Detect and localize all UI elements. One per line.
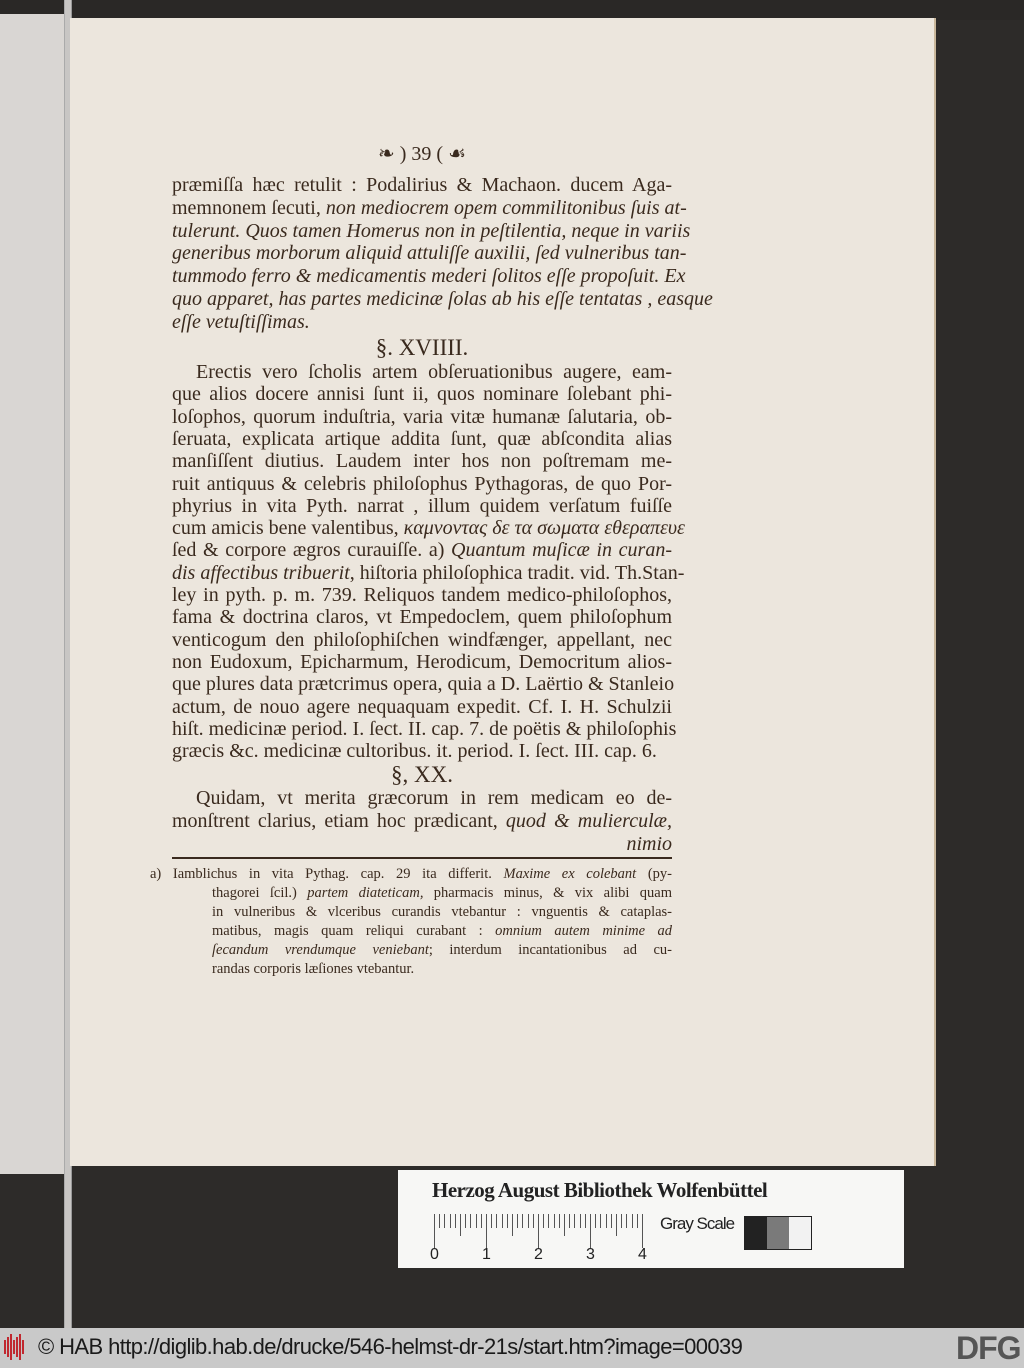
text-line bbox=[172, 629, 672, 651]
ruler-tick bbox=[444, 1214, 445, 1228]
ruler-tick bbox=[538, 1214, 539, 1248]
text-line bbox=[172, 174, 672, 196]
text: loſophos, quorum induſtria, varia vitæ humanæ ſalutaria, ob- bbox=[172, 405, 672, 428]
ruler-tick bbox=[590, 1214, 591, 1248]
ruler-tick bbox=[533, 1214, 534, 1228]
ruler-tick bbox=[580, 1214, 581, 1228]
text: non Eudoxum, Epicharmum, Herodicum, Democritum alios- bbox=[172, 650, 672, 673]
gray-swatch-patch bbox=[789, 1217, 811, 1249]
text: hiſt. medicinæ period. I. ſect. II. cap. 7. de poëtis & philoſophis bbox=[172, 717, 677, 740]
text: præmiſſa hæc retulit : Podalirius & Machaon. ducem Aga- bbox=[172, 174, 672, 196]
text-line bbox=[172, 764, 672, 786]
ruler-tick bbox=[476, 1214, 477, 1228]
gray-scale-swatch bbox=[744, 1216, 812, 1250]
text: manſiſſent diutius. Laudem inter hos non poſtremam me- bbox=[172, 450, 672, 473]
text: ; interdum incantationibus ad cu- bbox=[428, 942, 672, 958]
text: in vulneribus & vlceribus curandis vtebantur : vnguentis & cataplas- bbox=[212, 904, 672, 920]
text-line bbox=[212, 903, 672, 922]
text-line bbox=[172, 539, 672, 561]
gray-swatch-patch bbox=[767, 1217, 789, 1249]
ruler-tick bbox=[481, 1214, 482, 1228]
ruler-tick bbox=[465, 1214, 466, 1228]
text-line bbox=[172, 242, 687, 265]
text-line bbox=[196, 787, 672, 809]
text-line bbox=[172, 265, 686, 288]
footnote-rule bbox=[172, 857, 672, 859]
ruler-tick bbox=[621, 1214, 622, 1228]
ruler-tick bbox=[517, 1214, 518, 1228]
ruler-number: 0 bbox=[430, 1246, 439, 1263]
hab-logo-icon bbox=[4, 1334, 24, 1362]
ruler-tick bbox=[455, 1214, 456, 1228]
ruler-tick bbox=[585, 1214, 586, 1228]
text: §. XVIIII. bbox=[375, 335, 469, 360]
ruler-tick bbox=[606, 1214, 607, 1228]
ruler-tick bbox=[434, 1214, 435, 1248]
footer-permalink[interactable]: © HAB http://diglib.hab.de/drucke/546-helmst-dr-21s/start.htm?image=00039 bbox=[38, 1334, 743, 1359]
ruler-tick bbox=[569, 1214, 570, 1228]
ruler-tick bbox=[626, 1214, 627, 1228]
gray-scale-label: Gray Scale bbox=[660, 1214, 735, 1233]
ruler-number: 3 bbox=[586, 1246, 595, 1263]
text: venticogum den philoſophiſchen windfænger, appellant, nec bbox=[172, 628, 672, 651]
text-line bbox=[172, 740, 672, 762]
italic-text: Quantum muſicæ in curan- bbox=[451, 539, 672, 562]
italic-text: generibus morborum aliquid attuliſſe auxilii, ſed vulneribus tan- bbox=[172, 242, 687, 265]
text: fama & doctrina claros, vt Empedoclem, quem philoſophum bbox=[172, 606, 672, 629]
ruler-tick bbox=[470, 1214, 471, 1228]
italic-text: quod & mulierculæ, bbox=[505, 810, 672, 832]
text-line bbox=[172, 428, 672, 450]
text: matibus, magis quam reliqui curabant : bbox=[212, 923, 496, 939]
ruler-tick bbox=[595, 1214, 596, 1228]
text-line bbox=[172, 219, 691, 242]
text: , hiſtoria philoſophica tradit. vid. Th.Stan- bbox=[349, 561, 685, 584]
text-line bbox=[172, 383, 672, 405]
running-head-page-number: ❧ ) 39 ( ☙ bbox=[377, 143, 466, 165]
text: græcis &c. medicinæ cultoribus. it. period. I. ſect. III. cap. 6. bbox=[172, 740, 657, 763]
scan-background-top bbox=[0, 0, 1024, 20]
text: memnonem ſecuti, bbox=[172, 196, 326, 219]
ruler-tick bbox=[496, 1214, 497, 1228]
text-line bbox=[172, 517, 685, 540]
ruler-tick bbox=[507, 1214, 508, 1228]
footer-bar bbox=[0, 1328, 1024, 1368]
text-line bbox=[150, 865, 672, 884]
gray-swatch-patch bbox=[745, 1217, 767, 1249]
text-line bbox=[172, 450, 672, 472]
text-line bbox=[172, 337, 672, 359]
italic-text: ſecandum vrendumque veniebant bbox=[212, 942, 429, 958]
italic-text: eſſe vetuſtiſſimas. bbox=[172, 310, 310, 333]
text-line bbox=[212, 941, 672, 960]
text-line bbox=[172, 696, 672, 718]
ruler-number: 4 bbox=[638, 1246, 647, 1263]
ruler-tick bbox=[439, 1214, 440, 1228]
ruler-tick bbox=[543, 1214, 544, 1228]
italic-text: nimio bbox=[626, 833, 672, 855]
text-line bbox=[172, 311, 672, 333]
text-line bbox=[172, 288, 713, 310]
ruler-tick bbox=[616, 1214, 617, 1236]
text-line bbox=[172, 651, 672, 673]
ruler-tick bbox=[611, 1214, 612, 1228]
italic-text: omnium autem minime ad bbox=[495, 923, 673, 939]
text: monſtrent clarius, etiam hoc prædicant, bbox=[172, 810, 506, 832]
text: ruit antiquus & celebris philoſophus Pythagoras, de quo Por- bbox=[172, 472, 672, 495]
italic-text: dis affectibus tribuerit bbox=[172, 561, 350, 584]
text-line bbox=[172, 833, 672, 855]
ruler-tick bbox=[528, 1214, 529, 1228]
dfg-logo: DFG bbox=[956, 1330, 1021, 1366]
ruler-tick bbox=[548, 1214, 549, 1228]
ruler-tick bbox=[564, 1214, 565, 1236]
ruler-number: 1 bbox=[482, 1246, 491, 1263]
text: (py- bbox=[636, 866, 672, 882]
ruler-tick bbox=[559, 1214, 560, 1228]
text-line bbox=[212, 884, 672, 903]
italic-text: tulerunt. Quos tamen Homerus non in peſtilentia, neque in variis bbox=[172, 219, 691, 242]
ruler-tick bbox=[460, 1214, 461, 1236]
text-line bbox=[172, 606, 672, 628]
text: actum, de nouo agere nequaquam expedit. Cf. I. H. Schulzii bbox=[172, 695, 672, 718]
ruler-tick bbox=[450, 1214, 451, 1228]
text: que plures data prætcrimus opera, quia a D. Laërtio & Stanleio bbox=[172, 673, 675, 696]
text-line bbox=[172, 561, 685, 584]
text: §, XX. bbox=[391, 762, 453, 787]
ruler-tick bbox=[486, 1214, 487, 1248]
italic-text: partem diateticam, bbox=[307, 885, 424, 901]
italic-text: tummodo ferro & medicamentis mederi ſolitos eſſe propoſuit. Ex bbox=[172, 265, 686, 288]
ruler-tick bbox=[522, 1214, 523, 1228]
ruler-tick bbox=[632, 1214, 633, 1228]
text-line bbox=[212, 960, 672, 979]
ruler-tick bbox=[502, 1214, 503, 1228]
text: que alios docere annisi ſunt ii, quos nominare ſolebant phi- bbox=[172, 383, 672, 406]
text-line bbox=[172, 196, 687, 219]
text-line bbox=[172, 673, 675, 696]
italic-text: καμνοντας δε τα σωματα εθεραπευε bbox=[403, 517, 685, 540]
ruler-tick bbox=[554, 1214, 555, 1228]
text: cum amicis bene valentibus, bbox=[172, 517, 404, 540]
text-line bbox=[172, 495, 672, 517]
text: a) Iamblichus in vita Pythag. cap. 29 ita differit. bbox=[150, 866, 504, 882]
ruler-tick bbox=[600, 1214, 601, 1228]
ruler-tick bbox=[637, 1214, 638, 1228]
text: phyrius in vita Pyth. narrat , illum quidem verſatum fuiſſe bbox=[172, 494, 672, 517]
text: ſeruata, explicata artique addita ſunt, quæ abſcondita alias bbox=[172, 427, 672, 450]
italic-text: Maxime ex colebant bbox=[503, 866, 637, 882]
card-title: Herzog August Bibliothek Wolfenbüttel bbox=[432, 1178, 768, 1202]
text: ley in pyth. p. m. 739. Reliquos tandem medico-philoſophos, bbox=[172, 584, 672, 606]
text-line bbox=[172, 473, 672, 495]
text-line bbox=[212, 922, 672, 941]
text-line bbox=[196, 361, 672, 383]
text: thagorei ſcil.) bbox=[212, 885, 308, 901]
text: pharmacis minus, & vix alibi quam bbox=[423, 885, 672, 901]
italic-text: quo apparet, has partes medicinæ ſolas ab his eſſe tentatas , easque bbox=[172, 288, 713, 310]
text-line bbox=[172, 810, 672, 832]
ruler-tick bbox=[491, 1214, 492, 1228]
library-color-card bbox=[398, 1170, 904, 1268]
text: ſed & corpore ægros curauiſſe. a) bbox=[172, 539, 452, 562]
ruler-tick bbox=[642, 1214, 643, 1248]
ruler-number: 2 bbox=[534, 1246, 543, 1263]
text-line bbox=[172, 584, 672, 606]
ruler-tick bbox=[574, 1214, 575, 1228]
text: Quidam, vt merita græcorum in rem medicam eo de- bbox=[196, 787, 672, 809]
ruler-tick bbox=[512, 1214, 513, 1236]
italic-text: non mediocrem opem commilitonibus ſuis at- bbox=[325, 196, 687, 219]
text: randas corporis læſiones vtebantur. bbox=[212, 961, 415, 977]
previous-page-edge bbox=[0, 14, 66, 1174]
text-line bbox=[172, 406, 672, 428]
text-line bbox=[172, 717, 677, 740]
text: Erectis vero ſcholis artem obſeruationibus augere, eam- bbox=[196, 361, 672, 383]
ruler-scale bbox=[434, 1214, 658, 1242]
